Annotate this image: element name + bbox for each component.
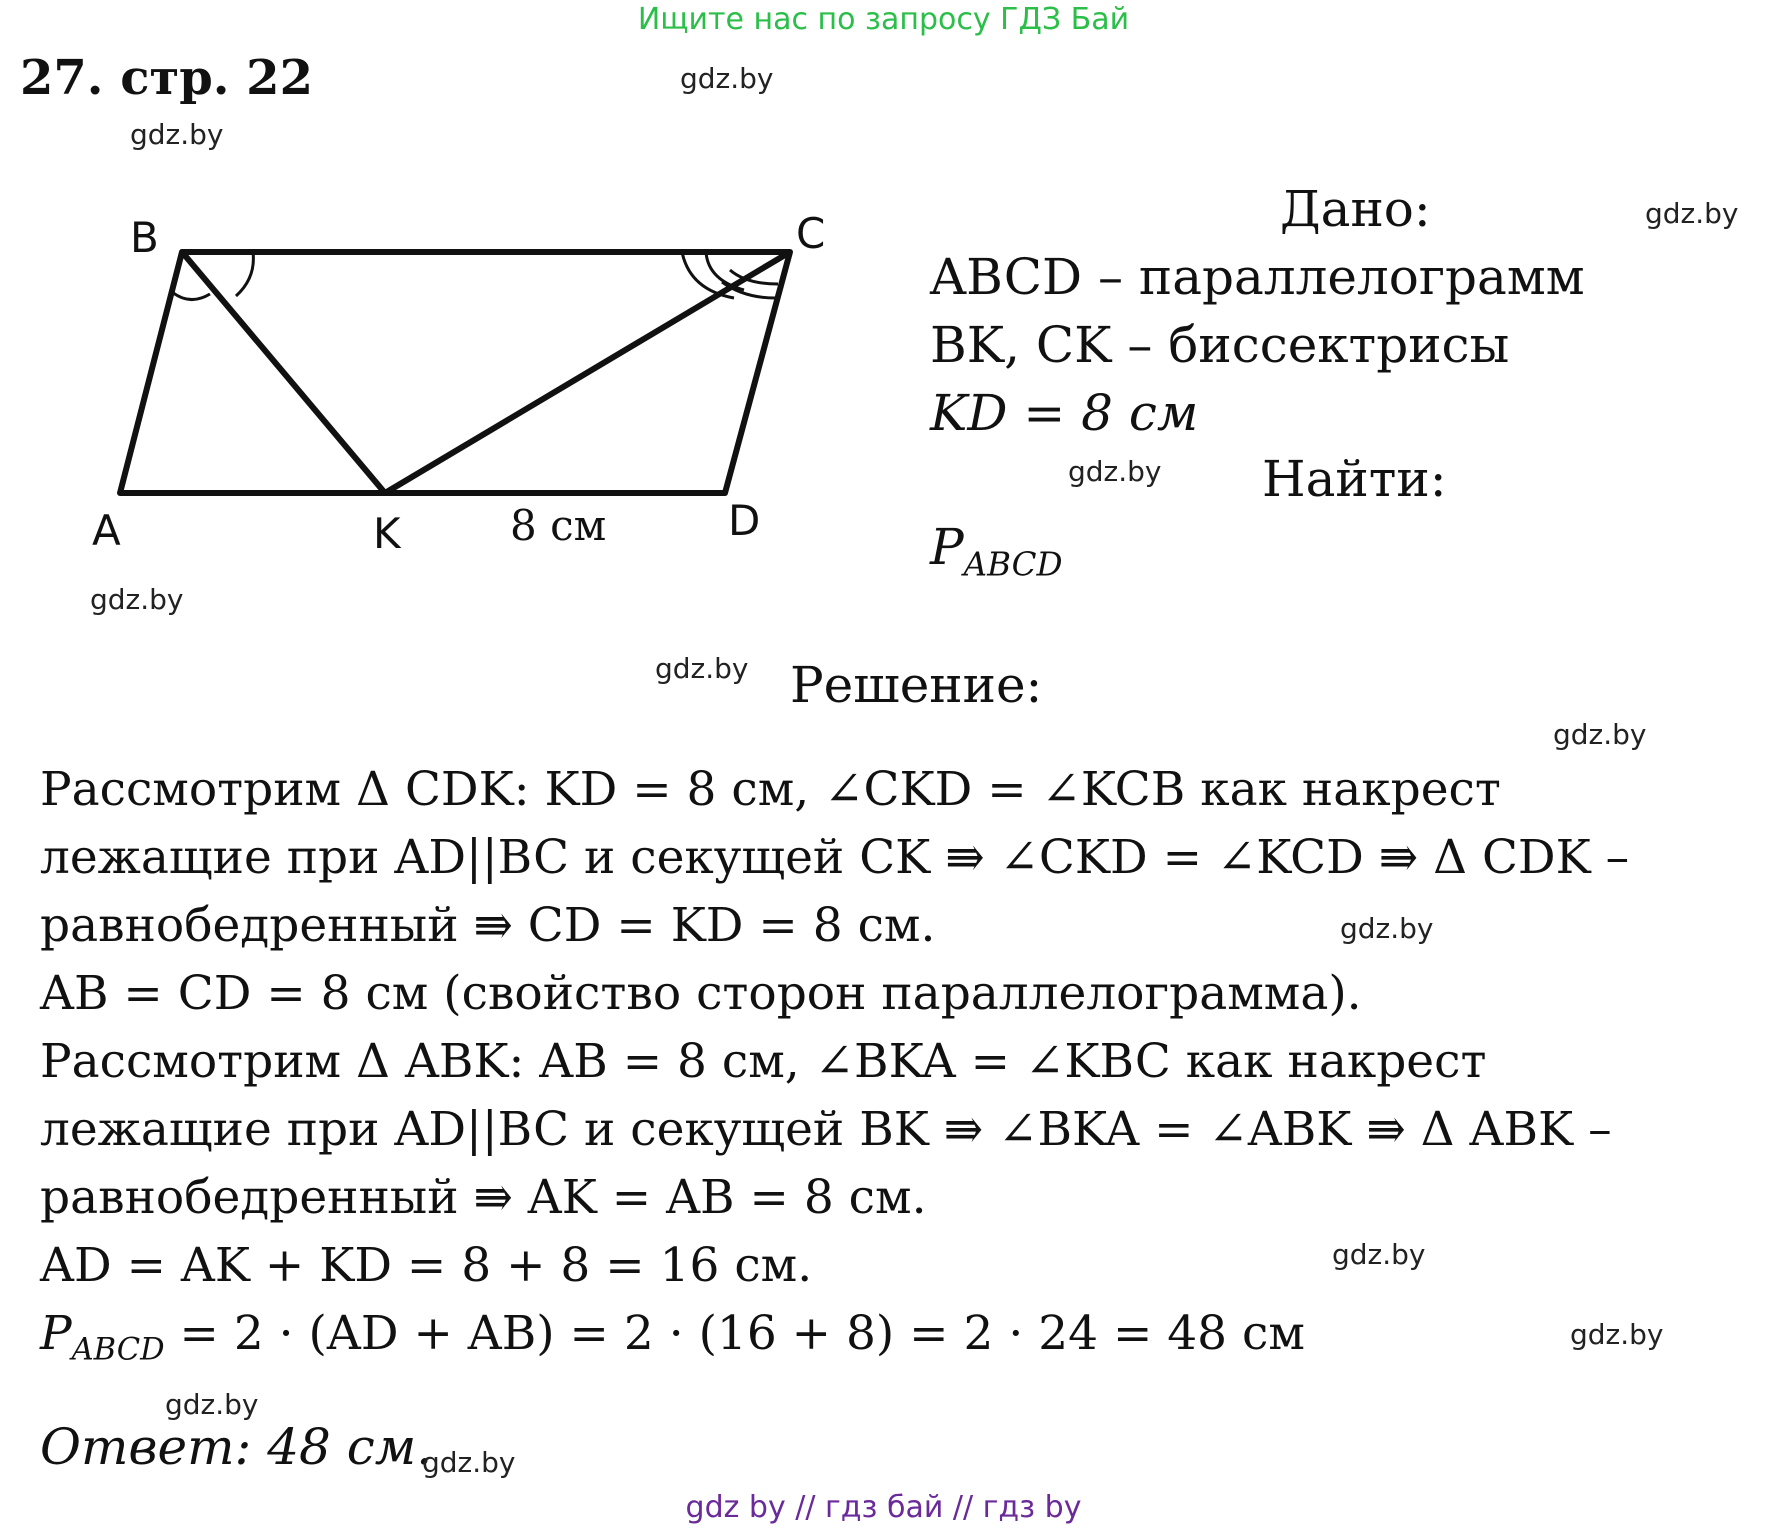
vertex-label-b: B — [130, 213, 159, 262]
answer-line: Ответ: 48 см. — [40, 1418, 433, 1476]
footer-links: gdz by // гдз бай // гдз by — [685, 1490, 1082, 1525]
watermark: gdz.by — [655, 652, 749, 685]
watermark: gdz.by — [165, 1388, 259, 1421]
watermark: gdz.by — [1340, 912, 1434, 945]
vertex-label-k: K — [373, 509, 401, 558]
given-heading: Дано: — [1280, 180, 1431, 238]
watermark: gdz.by — [680, 62, 774, 95]
bisector-bk — [182, 252, 385, 493]
search-banner: Ищите нас по запросу ГДЗ Бай — [637, 2, 1130, 37]
watermark: gdz.by — [1553, 718, 1647, 751]
angle-arc-b-left — [172, 292, 210, 300]
vertex-label-c: C — [796, 209, 826, 258]
solution-line-8: AD = AK + KD = 8 + 8 = 16 см. — [40, 1238, 813, 1293]
segment-kd-label: 8 см — [510, 501, 607, 550]
vertex-label-d: D — [728, 496, 761, 545]
solution-line-6: лежащие при AD||BC и секущей BK ⇛ ∠BKA = ∠ABK ⇛ Δ ABK – — [40, 1102, 1612, 1157]
perimeter-line — [40, 1306, 1305, 1368]
watermark: gdz.by — [1570, 1318, 1664, 1351]
solution-line-1: Рассмотрим Δ CDK: KD = 8 см, ∠CKD = ∠KCB как накрест — [40, 762, 1501, 817]
solution-line-5: Рассмотрим Δ ABK: AB = 8 см, ∠BKA = ∠KBC как накрест — [40, 1034, 1487, 1089]
solution-line-3: равнобедренный ⇛ CD = KD = 8 см. — [40, 898, 936, 953]
watermark: gdz.by — [90, 583, 184, 616]
find-perimeter-sub: ABCD — [963, 545, 1063, 584]
find-perimeter-p: P — [930, 518, 964, 576]
parallelogram-abcd — [120, 252, 790, 493]
given-line-1: ABCD – параллелограмм — [930, 248, 1585, 306]
watermark: gdz.by — [1068, 455, 1162, 488]
perimeter-formula: = 2 · (AD + AB) = 2 · (16 + 8) = 2 · 24 = 48 см — [164, 1306, 1305, 1361]
solution-line-2: лежащие при AD||BC и секущей CK ⇛ ∠CKD = ∠KCD ⇛ Δ CDK – — [40, 830, 1630, 885]
perimeter-sub: ABCD — [71, 1332, 165, 1368]
given-line-2: BK, CK – биссектрисы — [930, 316, 1510, 374]
solution-heading: Решение: — [790, 656, 1043, 714]
exercise-title: 27. стр. 22 — [20, 50, 313, 106]
watermark: gdz.by — [422, 1446, 516, 1479]
vertex-label-a: A — [92, 506, 121, 555]
watermark: gdz.by — [130, 118, 224, 151]
perimeter-p: P — [40, 1306, 72, 1361]
watermark: gdz.by — [1645, 197, 1739, 230]
find-heading: Найти: — [1262, 450, 1447, 508]
given-line-3: KD = 8 см — [930, 384, 1199, 442]
find-perimeter — [930, 518, 1063, 583]
angle-arc-b-right — [236, 252, 253, 296]
watermark: gdz.by — [1332, 1238, 1426, 1271]
solution-line-4: AB = CD = 8 см (свойство сторон параллелограмма). — [40, 966, 1362, 1021]
solution-line-7: равнобедренный ⇛ AK = AB = 8 см. — [40, 1170, 927, 1225]
